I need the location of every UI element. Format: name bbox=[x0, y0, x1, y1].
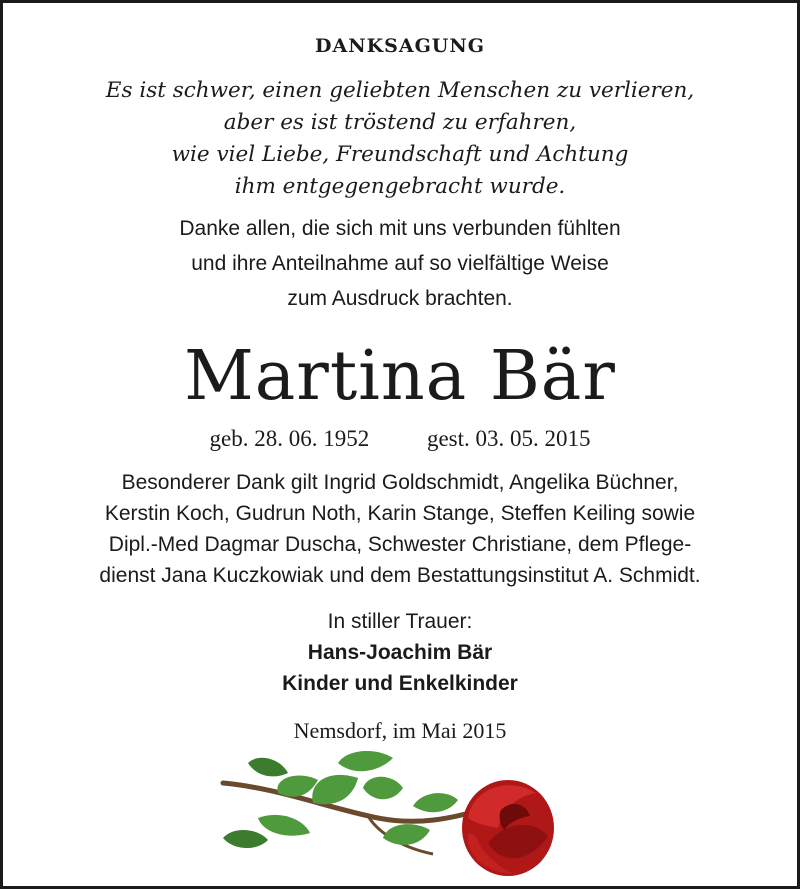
rose-image bbox=[218, 748, 558, 888]
mourning-intro: In stiller Trauer: bbox=[327, 610, 473, 633]
thanks-line: Danke allen, die sich mit uns verbunden fühlten bbox=[179, 217, 621, 240]
quote-line: wie viel Liebe, Freundschaft und Achtung bbox=[171, 142, 629, 167]
life-dates bbox=[3, 424, 797, 454]
mourners-block bbox=[3, 606, 797, 699]
death-date: gest. 03. 05. 2015 bbox=[426, 426, 591, 451]
place-and-date: Nemsdorf, im Mai 2015 bbox=[293, 718, 507, 743]
mourner-name: Kinder und Enkelkinder bbox=[282, 672, 518, 695]
notice-heading: DANKSAGUNG bbox=[315, 35, 485, 57]
thanks-text bbox=[3, 211, 797, 316]
quote-line: ihm entgegengebracht wurde. bbox=[234, 174, 566, 199]
memorial-quote bbox=[3, 75, 797, 203]
quote-line: Es ist schwer, einen geliebten Menschen zu verlieren, bbox=[105, 78, 695, 103]
thanks-line: zum Ausdruck brachten. bbox=[287, 287, 513, 310]
birth-date: geb. 28. 06. 1952 bbox=[209, 426, 370, 451]
quote-line: aber es ist tröstend zu erfahren, bbox=[223, 110, 577, 135]
special-thanks-line: Kerstin Koch, Gudrun Noth, Karin Stange, Steffen Keiling sowie bbox=[104, 502, 696, 525]
special-thanks bbox=[3, 467, 797, 591]
special-thanks-line: Besonderer Dank gilt Ingrid Goldschmidt, Angelika Büchner, bbox=[121, 471, 679, 494]
special-thanks-line: Dipl.-Med Dagmar Duscha, Schwester Christiane, dem Pflege- bbox=[108, 533, 692, 556]
deceased-name: Martina Bär bbox=[184, 337, 616, 416]
thanks-line: und ihre Anteilnahme auf so vielfältige Weise bbox=[191, 252, 609, 275]
mourner-name: Hans-Joachim Bär bbox=[307, 641, 493, 664]
special-thanks-line: dienst Jana Kuczkowiak und dem Bestattungsinstitut A. Schmidt. bbox=[99, 564, 701, 587]
